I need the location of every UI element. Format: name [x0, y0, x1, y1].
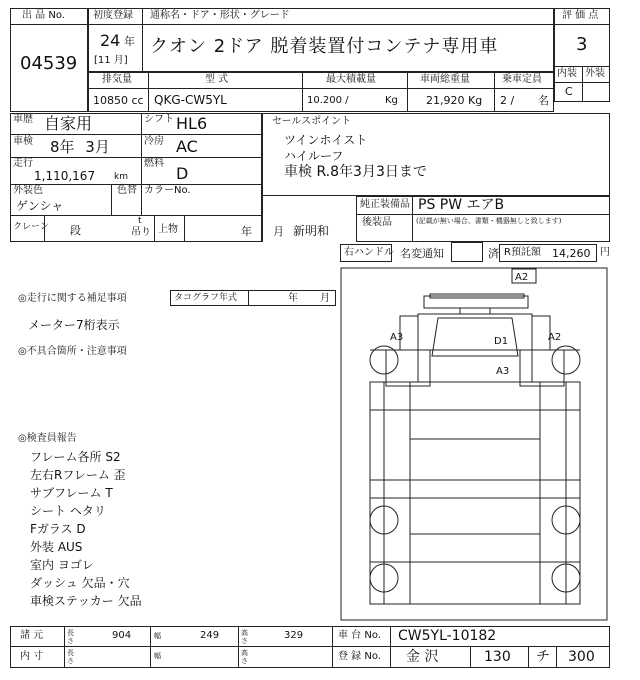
capacity-value: 2 /: [500, 94, 515, 107]
tacho-year: 年: [288, 293, 298, 304]
width-label: 幅: [154, 632, 161, 640]
interior-grade: C: [565, 85, 573, 98]
crane-stage: 段: [70, 224, 81, 237]
chassis-body: [370, 382, 580, 604]
inner-dims-label: 内 寸: [20, 651, 44, 662]
exterior-label: 外装: [585, 68, 605, 79]
first-reg-year: 24: [100, 31, 121, 50]
recycle-deposit-value: 14,260: [552, 247, 591, 260]
sales-line-1: ツインホイスト: [284, 133, 368, 147]
mileage-unit: km: [114, 172, 128, 182]
height-value: 329: [284, 630, 304, 641]
color-no-label: カラーNo.: [144, 185, 191, 196]
shift-label: シフト: [144, 114, 174, 125]
capacity-unit: 名: [538, 94, 549, 107]
first-reg-month: [11 月]: [94, 55, 128, 66]
loading-month: 月: [273, 225, 284, 238]
chassis-value: CW5YL-10182: [398, 628, 497, 644]
color-change-label: 色替: [117, 185, 137, 196]
inner-width-label: 幅: [154, 652, 161, 660]
first-reg-label: 初度登録: [93, 10, 133, 21]
inspection-label: 車検: [13, 136, 33, 147]
cab-side: [400, 316, 550, 350]
crane-label: クレーン: [13, 222, 49, 232]
name-change-label: 名変通知: [400, 247, 444, 260]
diagram-frame: [341, 268, 607, 620]
tacho-label: タコグラフ年式: [174, 293, 238, 303]
damage-mark-a2-top: A2: [515, 272, 529, 283]
sales-point-label: セールスポイント: [272, 116, 352, 127]
gross-weight-value: 21,920 Kg: [426, 94, 483, 107]
inspector-line-5: Fガラス D: [30, 522, 86, 536]
inspector-label: ◎検査員報告: [18, 433, 77, 444]
chassis-label: 車 台 No.: [338, 630, 381, 641]
max-load-label: 最大積載量: [326, 74, 376, 85]
equipment-label: 純正装備品: [360, 199, 410, 210]
damage-mark-d1: D1: [494, 336, 509, 347]
reg-number: 300: [568, 649, 595, 665]
equipment-value: PS PW エアB: [418, 197, 505, 213]
model-value: QKG-CW5YL: [154, 93, 227, 107]
lot-number: 04539: [20, 53, 78, 74]
loading-year: 年: [241, 225, 252, 238]
recycle-label: 済: [488, 247, 499, 260]
length-label: 長さ: [67, 629, 74, 645]
vehicle-diagram: [340, 264, 610, 622]
dims-label: 諸 元: [20, 630, 44, 641]
damage-mark-a3-left: A3: [390, 332, 404, 343]
year-unit: 年: [124, 35, 135, 48]
footer-box: [10, 626, 610, 668]
lot-label: 出 品 No.: [22, 10, 65, 21]
aircon-value: AC: [176, 137, 198, 156]
reg-label: 登 録 No.: [338, 651, 381, 662]
aftermarket-label: 後装品: [362, 217, 392, 228]
driving-memo: メーター7桁表示: [28, 318, 120, 332]
inspector-line-9: 車検ステッカー 欠品: [30, 594, 142, 608]
interior-label: 内装: [557, 68, 577, 79]
car-name: クオン 2ドア 脱着装置付コンテナ専用車: [150, 36, 499, 57]
capacity-label: 乗車定員: [502, 74, 542, 85]
inspector-line-6: 外装 AUS: [30, 540, 83, 554]
max-load-unit: Kg: [385, 95, 398, 106]
crane-ton: t: [138, 216, 142, 226]
displacement-label: 排気量: [102, 74, 132, 85]
door-right: [520, 350, 564, 386]
cab-body: [418, 314, 532, 382]
reg-class: 130: [484, 649, 511, 665]
outer-color-label: 外装色: [13, 185, 43, 196]
recycle-deposit-label: R預託額: [504, 247, 541, 258]
score-label: 評 価 点: [562, 10, 599, 21]
history-value: 自家用: [44, 114, 93, 133]
door-left: [386, 350, 430, 386]
inspection-value: 8年 3月: [50, 138, 110, 156]
tacho-month: 月: [320, 293, 330, 304]
inspector-line-1: フレーム各所 S2: [30, 450, 121, 464]
inspector-line-2: 左右Rフレーム 歪: [30, 468, 126, 482]
rhd-flag: 右ハンドル: [344, 247, 394, 258]
damage-mark-a3-door: A3: [496, 366, 510, 377]
shift-value: HL6: [176, 114, 208, 133]
crane-hang: 吊り: [131, 227, 151, 238]
displacement-value: 10850 cc: [93, 94, 144, 107]
reg-area: 金 沢: [406, 649, 439, 665]
length-value: 904: [112, 630, 132, 641]
width-value: 249: [200, 630, 220, 641]
fuel-label: 燃料: [144, 158, 164, 169]
sales-line-2: ハイルーフ: [284, 149, 344, 163]
aircon-label: 冷房: [144, 136, 164, 147]
name-change-box: [451, 242, 483, 262]
mileage-value: 1,110,167: [34, 169, 96, 183]
reg-kana: チ: [536, 649, 550, 665]
loading-maker: 新明和: [293, 224, 330, 238]
yen-unit: 円: [600, 247, 610, 258]
inspector-line-7: 室内 ヨゴレ: [30, 558, 94, 572]
damage-mark-a2-right: A2: [548, 332, 562, 343]
inner-length-label: 長さ: [67, 649, 74, 665]
outer-color-value: ゲンシャ: [16, 199, 64, 213]
aftermarket-note: (記載が無い場合、書類・機器無しと致します): [416, 217, 562, 225]
inspector-line-4: シート ヘタリ: [30, 504, 106, 518]
height-label: 高さ: [241, 629, 248, 645]
score-value: 3: [576, 34, 588, 55]
max-load-value: 10.200 /: [307, 95, 349, 106]
gross-weight-label: 車両総重量: [420, 74, 470, 85]
car-name-label: 通称名・ドア・形状・グレード: [150, 10, 290, 21]
driving-notes-label: ◎走行に関する補足事項: [18, 293, 127, 304]
inner-height-label: 高さ: [241, 649, 248, 665]
fuel-value: D: [176, 164, 189, 183]
inspector-line-8: ダッシュ 欠品・穴: [30, 576, 130, 590]
model-label: 型 式: [205, 74, 229, 85]
defects-label: ◎不具合箇所・注意事項: [18, 346, 127, 357]
mileage-label: 走行: [13, 158, 33, 169]
loading-label: 上物: [158, 224, 178, 235]
history-label: 車歴: [13, 114, 33, 125]
sales-line-3: 車検 R.8年3月3日まで: [284, 164, 427, 180]
inspector-line-3: サブフレーム T: [30, 486, 113, 500]
